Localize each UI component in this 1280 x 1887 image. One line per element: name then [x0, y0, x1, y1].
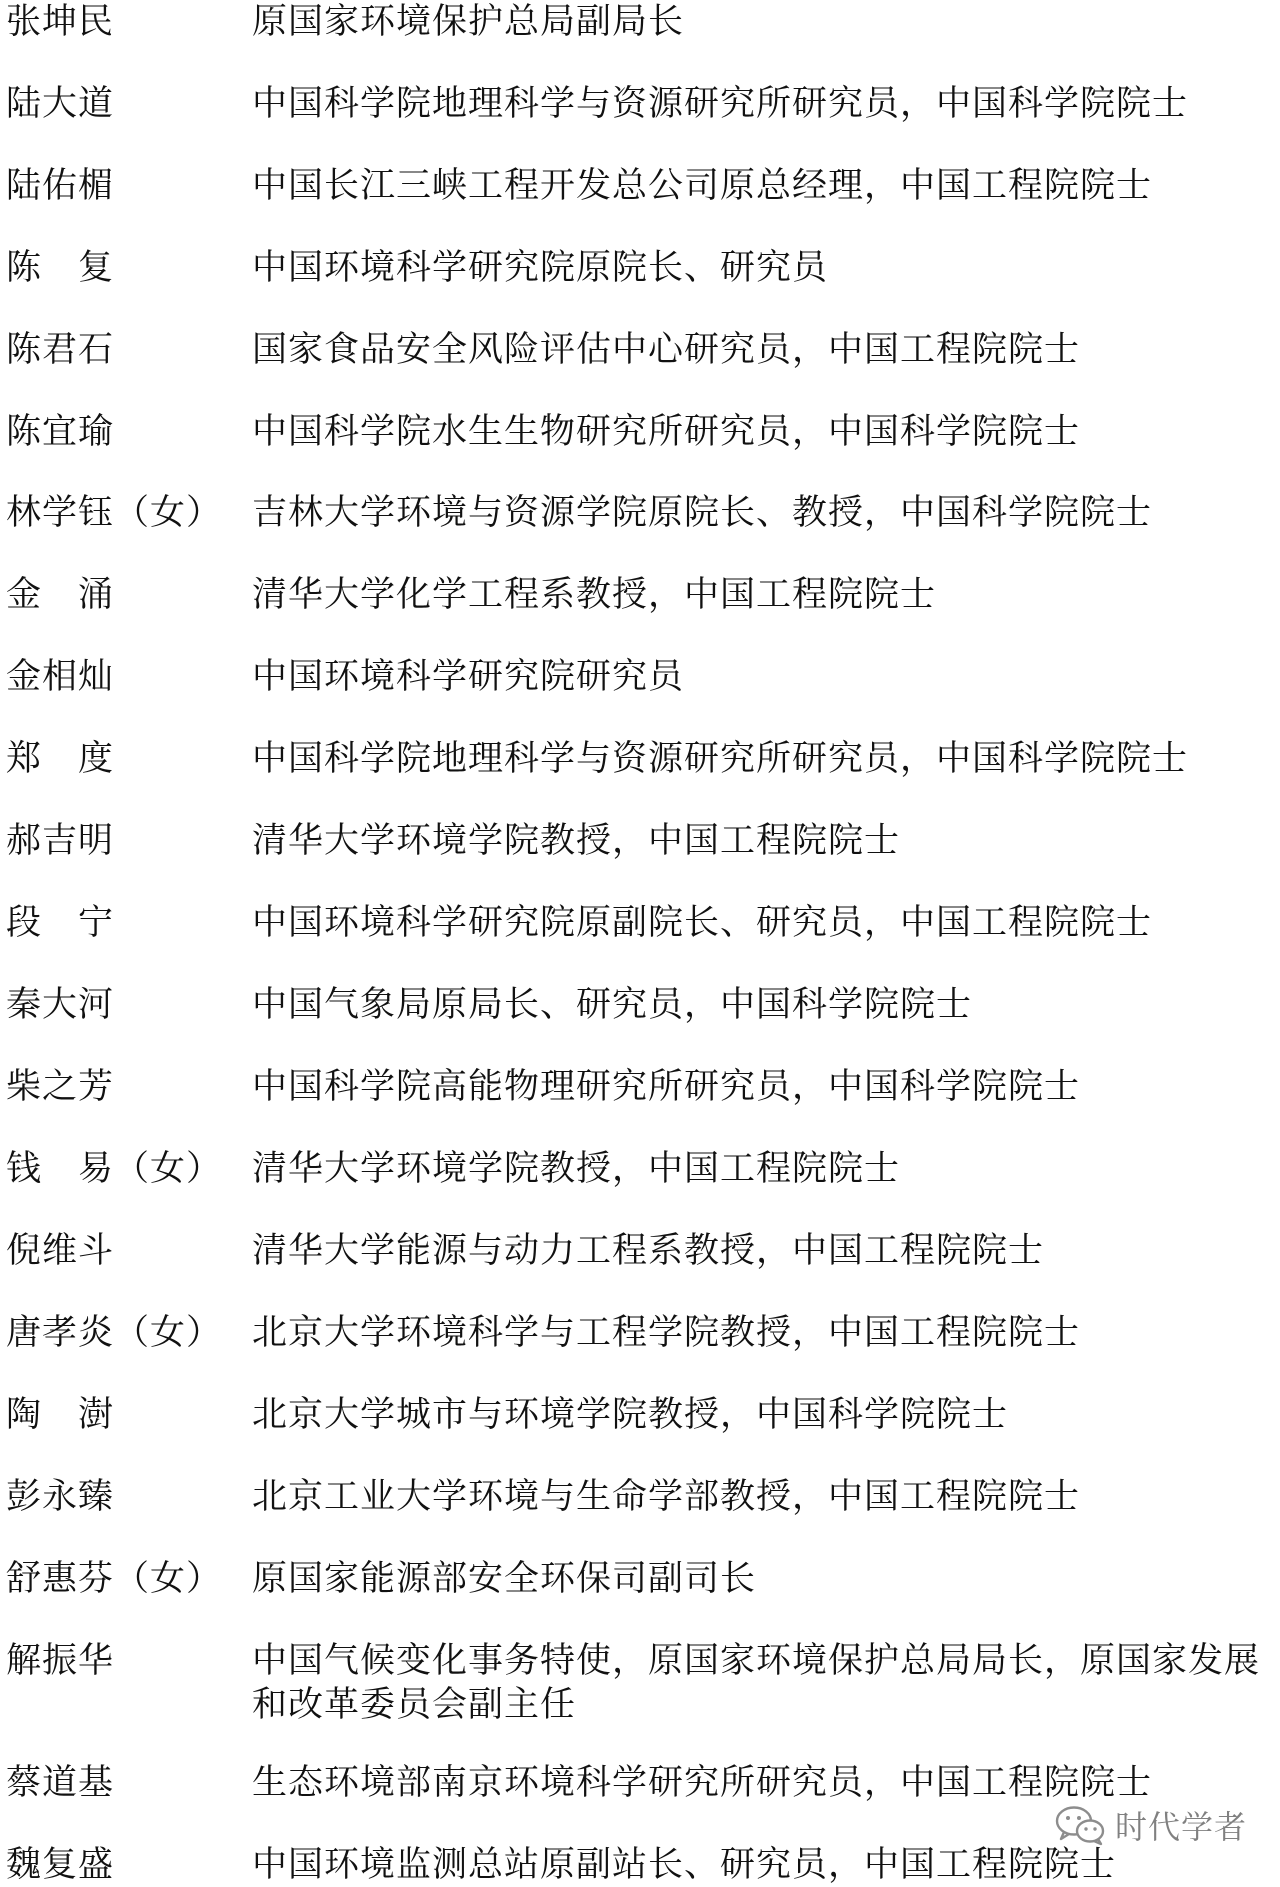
member-title: 中国长江三峡工程开发总公司原总经理，中国工程院院士 [252, 166, 1153, 206]
member-name: 解振华 [6, 1641, 115, 1681]
member-name: 唐孝炎（女） [6, 1313, 223, 1353]
member-name: 陈 复 [6, 248, 115, 288]
member-title: 中国环境科学研究院研究员 [252, 657, 685, 697]
member-title: 中国气候变化事务特使，原国家环境保护总局局长，原国家发展和改革委员会副主任 [252, 1641, 1261, 1725]
member-title: 吉林大学环境与资源学院原院长、教授，中国科学院院士 [252, 493, 1153, 533]
member-name: 倪维斗 [6, 1231, 115, 1271]
member-title: 中国环境科学研究院原副院长、研究员，中国工程院院士 [252, 903, 1153, 943]
member-title: 清华大学能源与动力工程系教授，中国工程院院士 [252, 1231, 1045, 1271]
member-name: 林学钰（女） [6, 493, 223, 533]
watermark-text: 时代学者 [1115, 1808, 1248, 1846]
member-title: 中国气象局原局长、研究员，中国科学院院士 [252, 985, 973, 1025]
member-name: 魏复盛 [6, 1845, 115, 1885]
member-name: 陶 澍 [6, 1395, 115, 1435]
member-name: 郝吉明 [6, 821, 115, 861]
member-title: 中国科学院高能物理研究所研究员，中国科学院院士 [252, 1067, 1081, 1107]
member-name: 柴之芳 [6, 1067, 115, 1107]
member-title: 北京大学城市与环境学院教授，中国科学院院士 [252, 1395, 1009, 1435]
member-name: 金 涌 [6, 575, 115, 615]
member-title: 北京大学环境科学与工程学院教授，中国工程院院士 [252, 1313, 1081, 1353]
member-title: 原国家环境保护总局副局长 [252, 2, 685, 42]
member-name: 陈宜瑜 [6, 412, 115, 452]
member-name: 钱 易（女） [6, 1149, 223, 1189]
member-title: 北京工业大学环境与生命学部教授，中国工程院院士 [252, 1477, 1081, 1517]
member-name: 蔡道基 [6, 1763, 115, 1803]
member-name: 秦大河 [6, 985, 115, 1025]
member-name: 金相灿 [6, 657, 115, 697]
member-title: 清华大学化学工程系教授，中国工程院院士 [252, 575, 937, 615]
member-name: 陆佑楣 [6, 166, 115, 206]
member-name: 彭永臻 [6, 1477, 115, 1517]
member-name: 段 宁 [6, 903, 115, 943]
member-title: 中国科学院地理科学与资源研究所研究员，中国科学院院士 [252, 739, 1189, 779]
member-title: 国家食品安全风险评估中心研究员，中国工程院院士 [252, 330, 1081, 370]
member-title: 中国环境科学研究院原院长、研究员 [252, 248, 829, 288]
member-name: 舒惠芬（女） [6, 1559, 223, 1599]
member-name: 张坤民 [6, 2, 115, 42]
member-name: 陈君石 [6, 330, 115, 370]
member-title: 中国科学院地理科学与资源研究所研究员，中国科学院院士 [252, 84, 1189, 124]
member-title: 中国环境监测总站原副站长、研究员，中国工程院院士 [252, 1845, 1117, 1885]
member-title: 中国科学院水生生物研究所研究员，中国科学院院士 [252, 412, 1081, 452]
member-name: 陆大道 [6, 84, 115, 124]
member-title: 原国家能源部安全环保司副司长 [252, 1559, 757, 1599]
watermark [1053, 1801, 1247, 1849]
member-name: 郑 度 [6, 739, 115, 779]
wechat-icon [1053, 1804, 1107, 1846]
member-title: 清华大学环境学院教授，中国工程院院士 [252, 1149, 901, 1189]
member-title: 清华大学环境学院教授，中国工程院院士 [252, 821, 901, 861]
member-title: 生态环境部南京环境科学研究所研究员，中国工程院院士 [252, 1763, 1153, 1803]
